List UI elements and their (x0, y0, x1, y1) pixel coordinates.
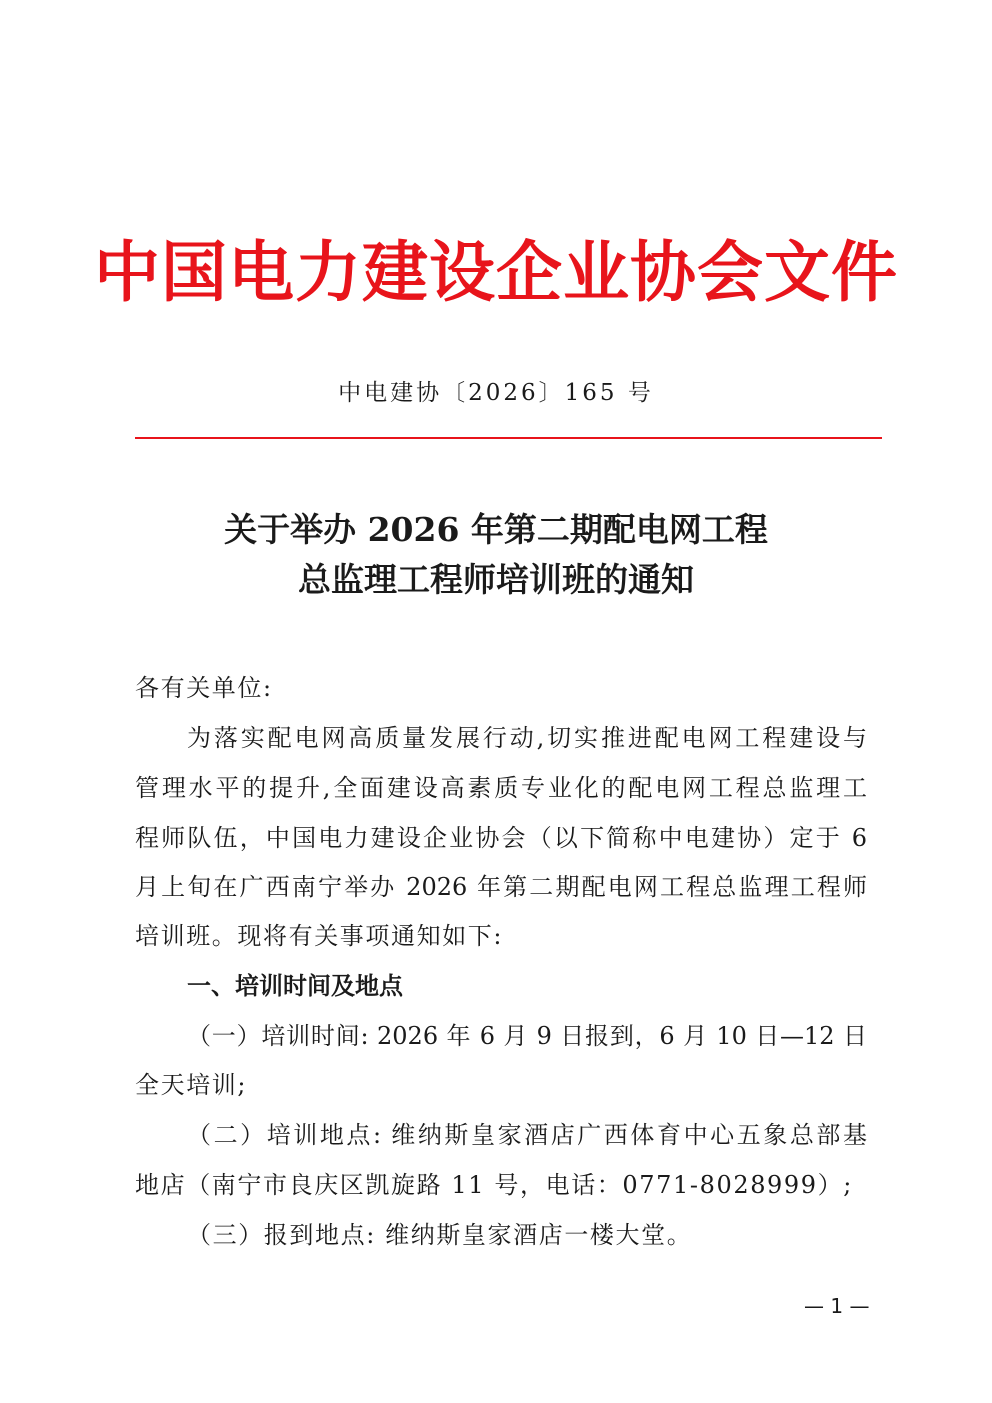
page-number: — 1 — (804, 1294, 870, 1318)
intro-line-5: 培训班。现将有关事项通知如下: (135, 922, 504, 950)
item-3-line: （三）报到地点: 维纳斯皇家酒店一楼大堂。 (187, 1221, 693, 1249)
notice-title-line-2: 总监理工程师培训班的通知 (298, 560, 694, 599)
intro-line-2: 管理水平的提升,全面建设高素质专业化的配电网工程总监理工 (135, 774, 867, 802)
salutation: 各有关单位: (135, 674, 273, 702)
issuer-header-title: 中国电力建设企业协会文件 (94, 234, 898, 311)
item-2-line-1: （二）培训地点: 维纳斯皇家酒店广西体育中心五象总部基 (187, 1121, 867, 1149)
item-1-line-2: 全天培训; (135, 1071, 248, 1099)
document-number: 中电建协〔2026〕165 号 (338, 380, 654, 406)
item-1-line-1: （一）培训时间: 2026 年 6 月 9 日报到，6 月 10 日—12 日 (187, 1022, 867, 1050)
section-heading-training-time-location: 一、培训时间及地点 (187, 972, 403, 1000)
red-divider-line (135, 437, 882, 439)
intro-line-1: 为落实配电网高质量发展行动,切实推进配电网工程建设与 (187, 724, 867, 752)
item-2-line-2: 地店（南宁市良庆区凯旋路 11 号，电话：0771-8028999）; (135, 1171, 853, 1199)
intro-line-3: 程师队伍，中国电力建设企业协会（以下简称中电建协）定于 6 (135, 824, 867, 852)
intro-line-4: 月上旬在广西南宁举办 2026 年第二期配电网工程总监理工程师 (135, 873, 867, 901)
notice-title-line-1: 关于举办 2026 年第二期配电网工程 (224, 510, 768, 549)
